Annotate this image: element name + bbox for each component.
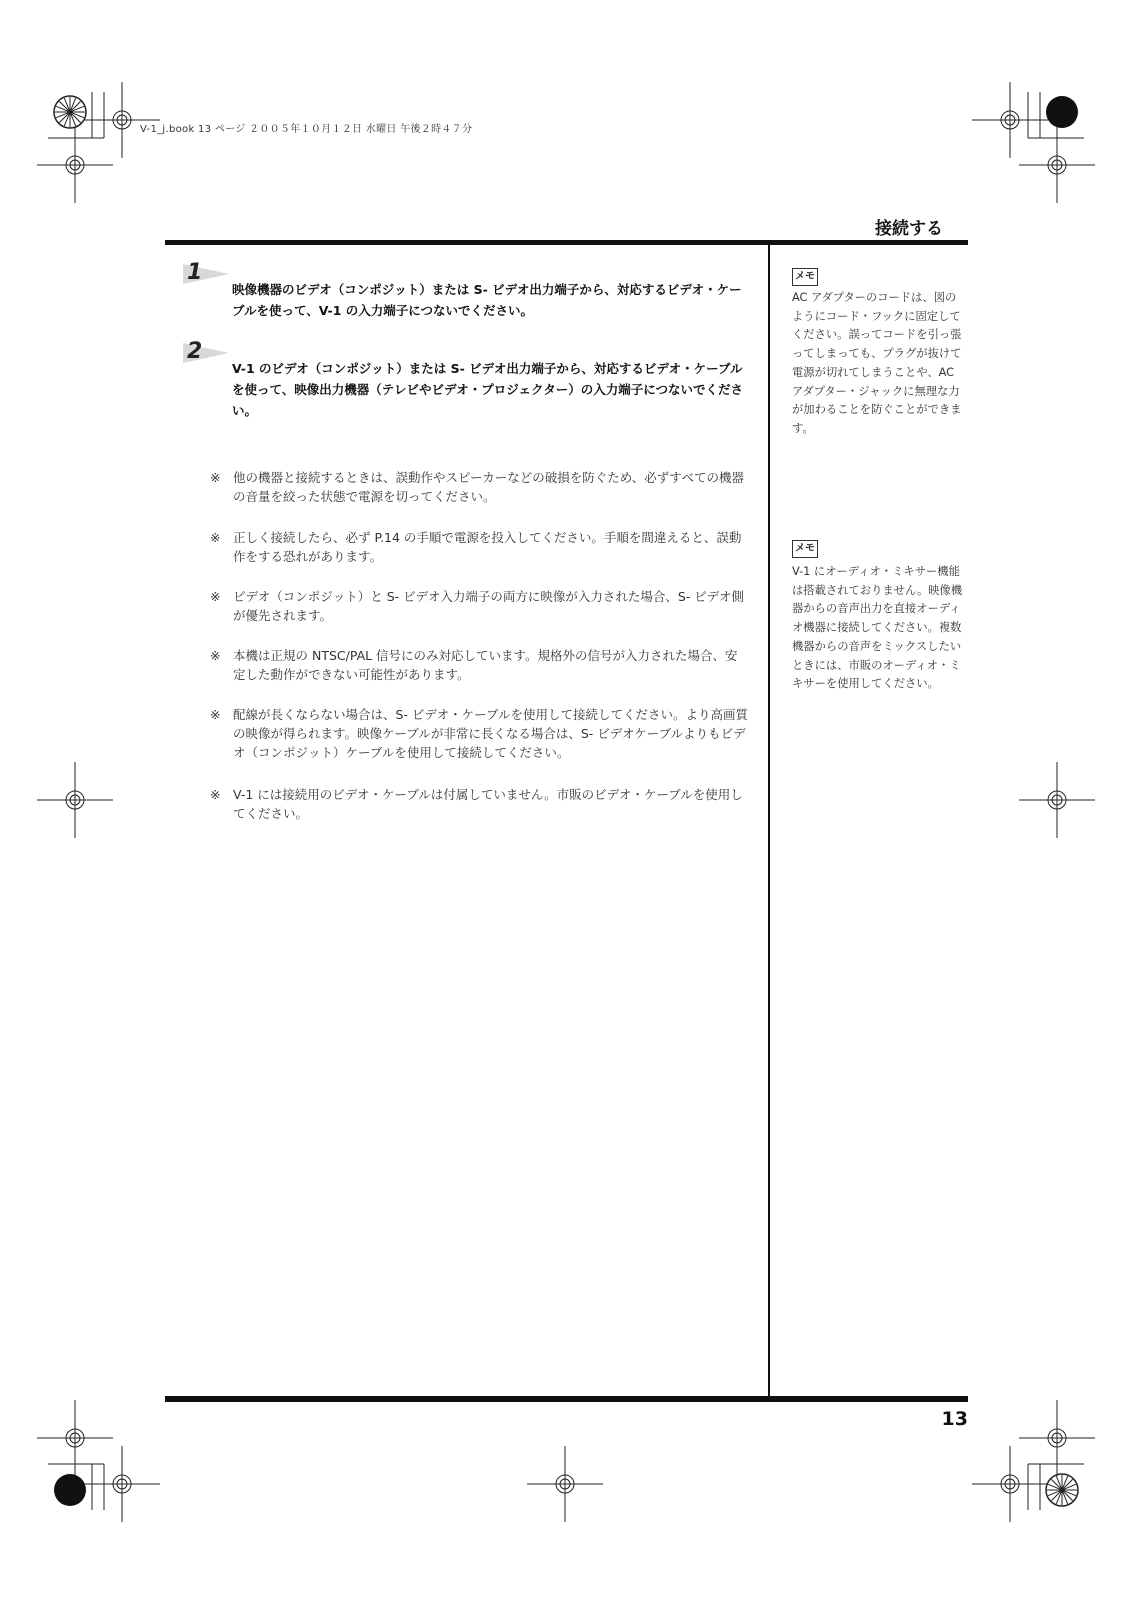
note-item xyxy=(210,646,750,684)
note-text: 他の機器と接続するときは、誤動作やスピーカーなどの破損を防ぐため、必ずすべての機器の音量を絞った状態で電源を切ってください。 xyxy=(233,470,745,504)
note-mark: ※ xyxy=(210,648,221,663)
note-text: 本機は正規の NTSC/PAL 信号にのみ対応しています。規格外の信号が入力された場合、安定した動作ができない可能性があります。 xyxy=(233,648,738,682)
step-number: 2 xyxy=(187,339,203,364)
step-1-badge xyxy=(183,262,229,286)
note-item xyxy=(210,528,750,566)
step-1-text: 映像機器のビデオ（コンポジット）または S- ビデオ出力端子から、対応するビデオ・ケーブルを使って、V-1 の入力端子につないでください。 xyxy=(232,282,742,318)
bottom-rule xyxy=(165,1396,968,1402)
note-item xyxy=(210,705,750,762)
memo-text: AC アダプターのコードは、図のようにコード・フックに固定してください。誤ってコードを引っ張ってしまっても、プラグが抜けて電源が切れてしまうことや、AC アダプター・ジャックに無理な力が加わることを防ぐことができます。 xyxy=(792,291,962,435)
step-2-badge xyxy=(183,341,229,365)
note-item xyxy=(210,468,750,506)
note-mark: ※ xyxy=(210,707,221,722)
note-item xyxy=(210,587,750,625)
note-mark: ※ xyxy=(210,470,221,485)
top-rule xyxy=(165,240,968,245)
print-header: V-1_j.book 13 ページ ２００５年１０月１２日 水曜日 午後２時４７分 xyxy=(140,124,473,135)
memo-icon: メモ xyxy=(792,540,818,558)
note-text: 配線が長くならない場合は、S- ビデオ・ケーブルを使用して接続してください。より高画質の映像が得られます。映像ケーブルが非常に長くなる場合は、S- ビデオケーブルよりもビデオ（コンポジット）ケーブルを使用して接続してください。 xyxy=(233,707,749,760)
note-text: ビデオ（コンポジット）と S- ビデオ入力端子の両方に映像が入力された場合、S- ビデオ側が優先されます。 xyxy=(233,589,745,623)
note-mark: ※ xyxy=(210,787,221,802)
note-item xyxy=(210,785,750,823)
note-mark: ※ xyxy=(210,530,221,545)
column-divider xyxy=(768,244,770,1396)
section-title: 接続する xyxy=(875,219,943,239)
page-number: 13 xyxy=(941,1408,968,1430)
memo-icon: メモ xyxy=(792,268,818,286)
step-2-text: V-1 のビデオ（コンポジット）または S- ビデオ出力端子から、対応するビデオ・ケーブルを使って、映像出力機器（テレビやビデオ・プロジェクター）の入力端子につないでください。 xyxy=(232,361,744,418)
memo-text: V-1 にオーディオ・ミキサー機能は搭載されておりません。映像機器からの音声出力を直接オーディオ機器に接続してください。複数機器からの音声をミックスしたいときには、市販のオーディオ・ミキサーを使用してください。 xyxy=(792,565,963,691)
note-text: 正しく接続したら、必ず P.14 の手順で電源を投入してください。手順を間違えると、誤動作をする恐れがあります。 xyxy=(233,530,742,564)
note-text: V-1 には接続用のビデオ・ケーブルは付属していません。市販のビデオ・ケーブルを使用してください。 xyxy=(233,787,743,821)
note-mark: ※ xyxy=(210,589,221,604)
step-number: 1 xyxy=(187,260,203,285)
